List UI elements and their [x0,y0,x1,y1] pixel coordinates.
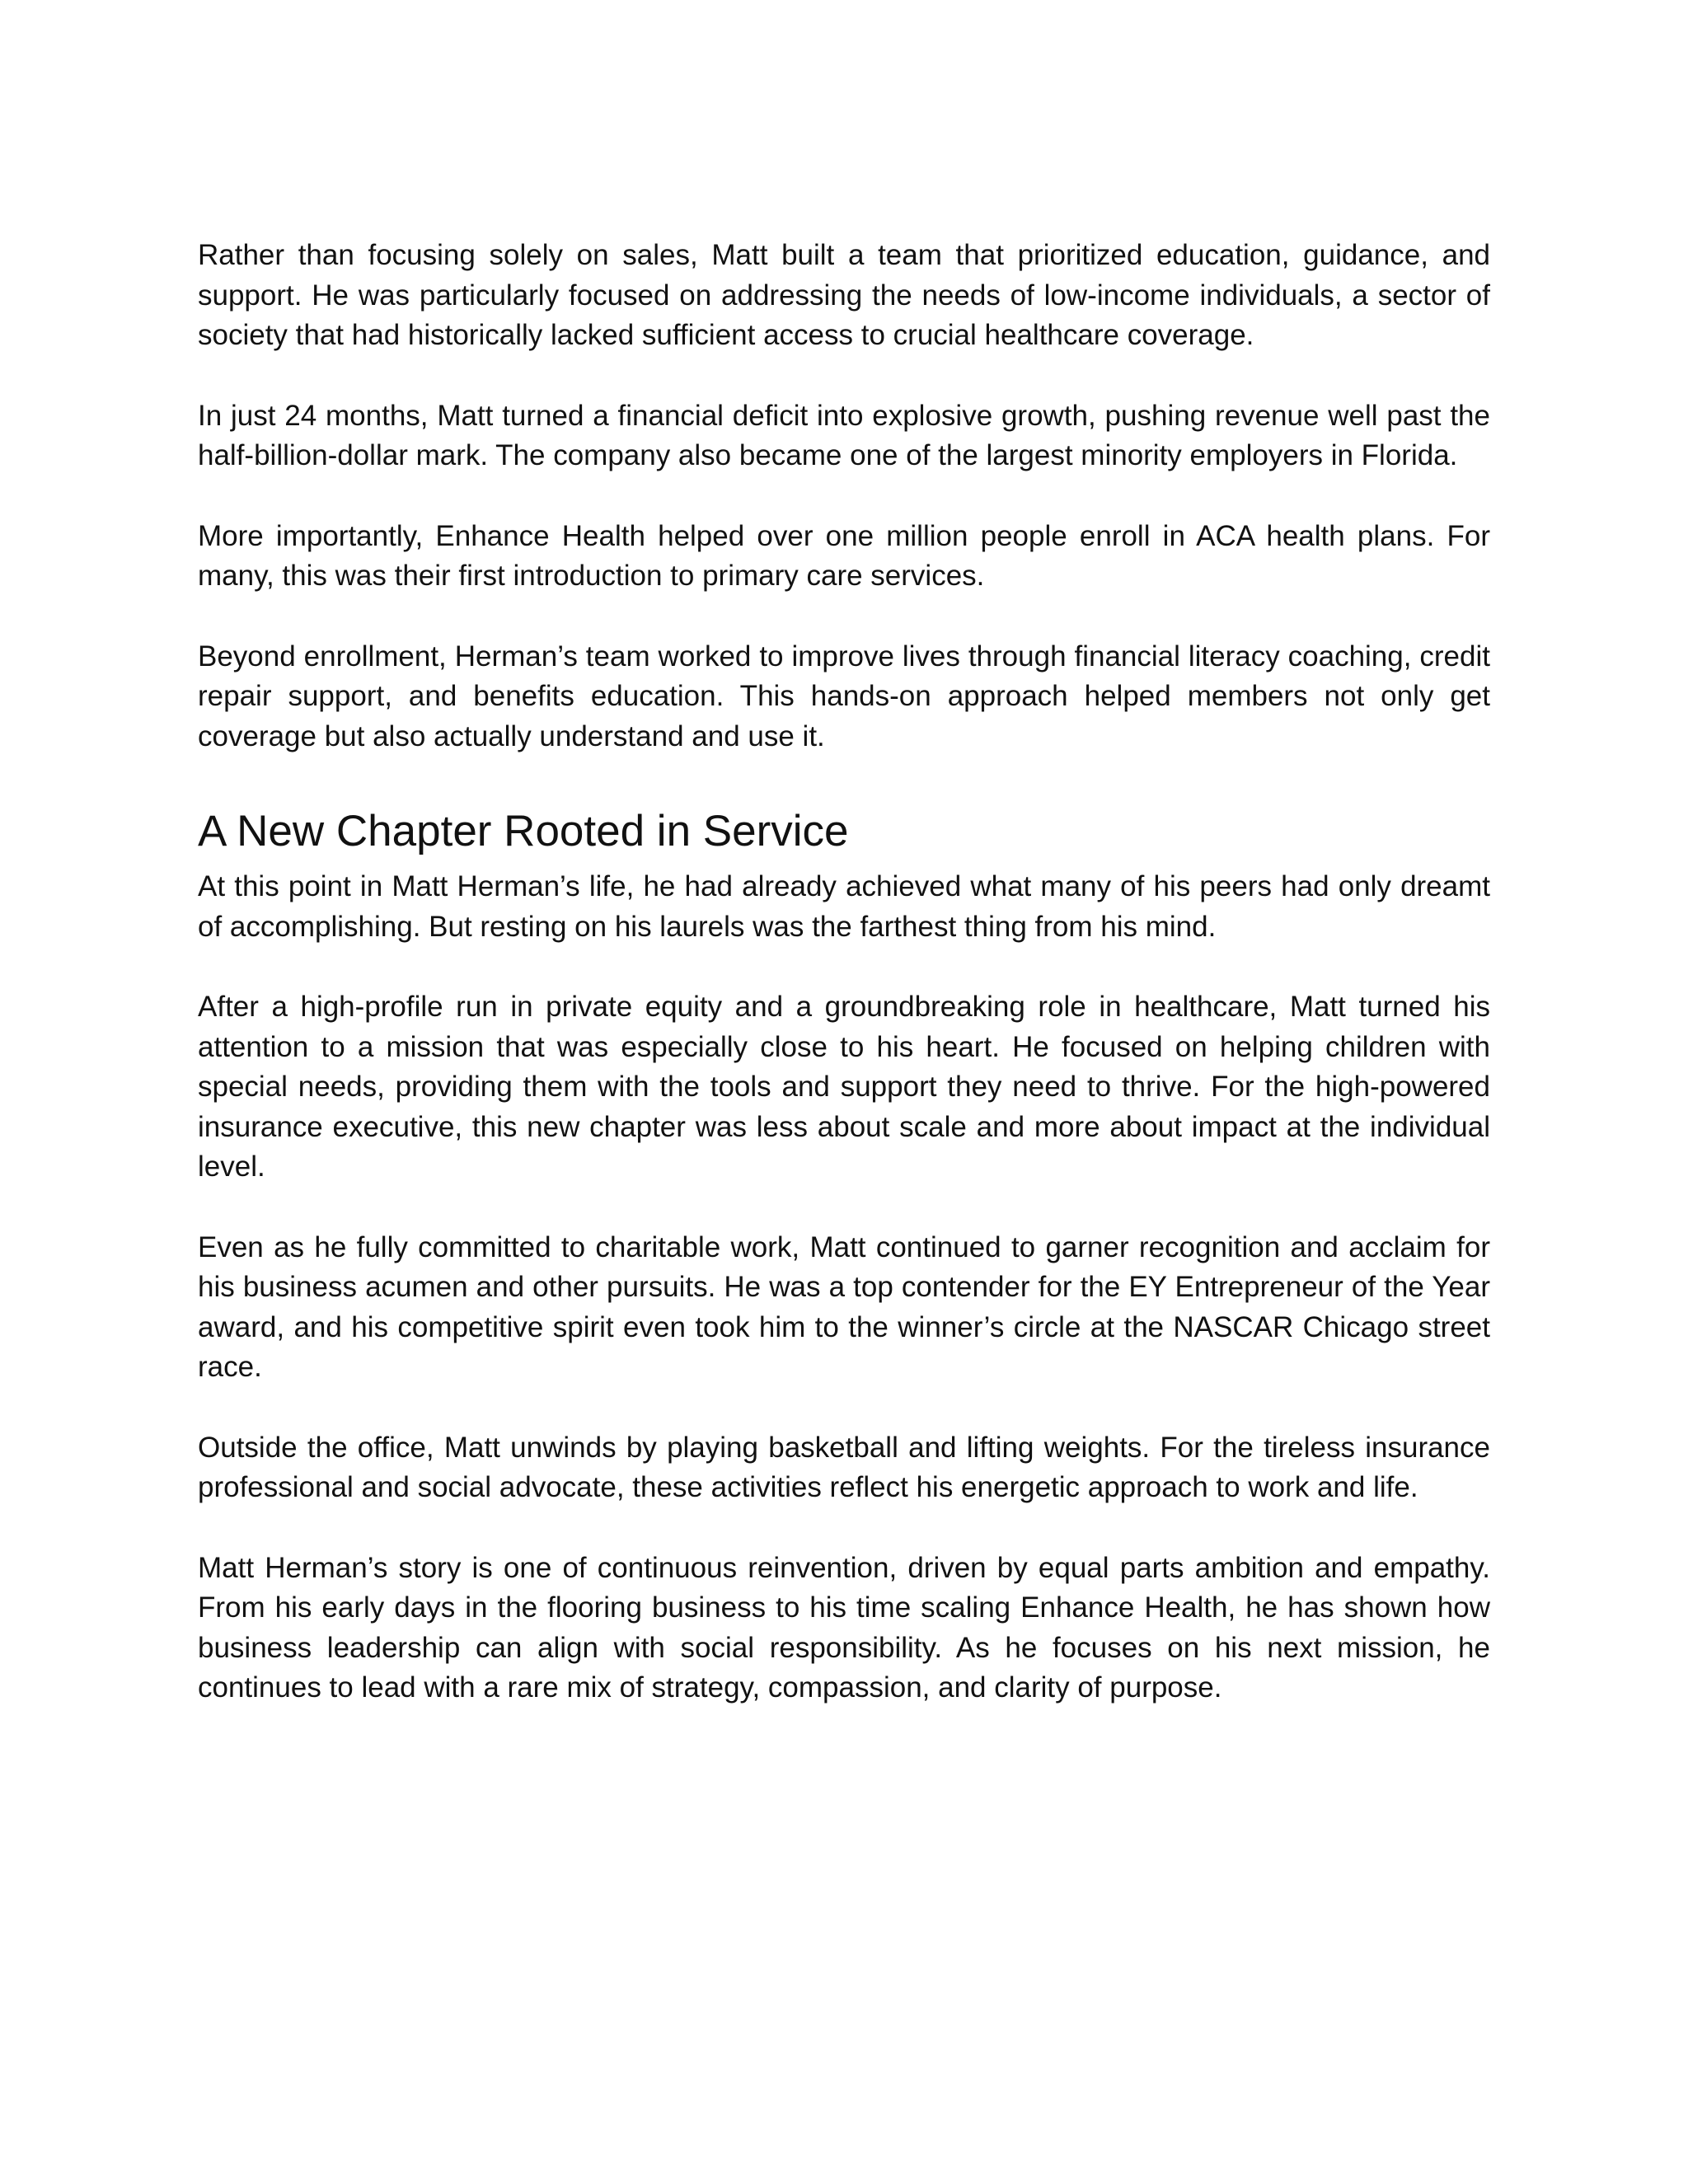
paragraph-revenue-growth: In just 24 months, Matt turned a financial deficit into explosive growth, pushing revenue well past the half-billion-dollar mark. The company also became one of the largest minority employers in Florida. [198,399,1490,471]
section-heading: A New Chapter Rooted in Service [198,807,849,855]
paragraph-aca-enrollment: More importantly, Enhance Health helped over one million people enroll in ACA health plans. For many, this was their first introduction to primary care services. [198,519,1490,592]
paragraph-new-chapter-intro: At this point in Matt Herman’s life, he had already achieved what many of his peers had only dreamt of accomplishing. But resting on his laurels was the farthest thing from his mind. [198,870,1490,943]
paragraph-recognition: Even as he fully committed to charitable work, Matt continued to garner recognition and acclaim for his business acumen and other pursuits. He was a top contender for the EY Entrepreneur of the Year award, and his competitive spirit even took him to the winner’s circle at the NASCAR Chicago street race. [198,1230,1490,1383]
paragraph-hobbies: Outside the office, Matt unwinds by playing basketball and lifting weights. For the tireless insurance professional and social advocate, these activities reflect his energetic approach to work and life. [198,1431,1490,1503]
paragraph-conclusion: Matt Herman’s story is one of continuous reinvention, driven by equal parts ambition and empathy. From his early days in the flooring business to his time scaling Enhance Health, he has shown how business leadership can align with social responsibility. As he focuses on his next mission, he continues to lead with a rare mix of strategy, compassion, and clarity of purpose. [198,1551,1490,1704]
paragraph-mission-children: After a high-profile run in private equity and a groundbreaking role in healthcare, Matt turned his attention to a mission that was especially close to his heart. He focused on helping children with special needs, providing them with the tools and support they need to thrive. For the high-powered insurance executive, this new chapter was less about scale and more about impact at the individual level. [198,991,1490,1183]
paragraph-beyond-enrollment: Beyond enrollment, Herman’s team worked to improve lives through financial literacy coaching, credit repair support, and benefits education. This hands-on approach helped members not only get coverage but also actually understand and use it. [198,640,1490,752]
paragraph-team-focus: Rather than focusing solely on sales, Matt built a team that prioritized education, guidance, and support. He was particularly focused on addressing the needs of low-income individuals, a sector of society that had historically lacked sufficient access to crucial healthcare coverage. [198,239,1490,351]
document-page [198,236,1490,1749]
